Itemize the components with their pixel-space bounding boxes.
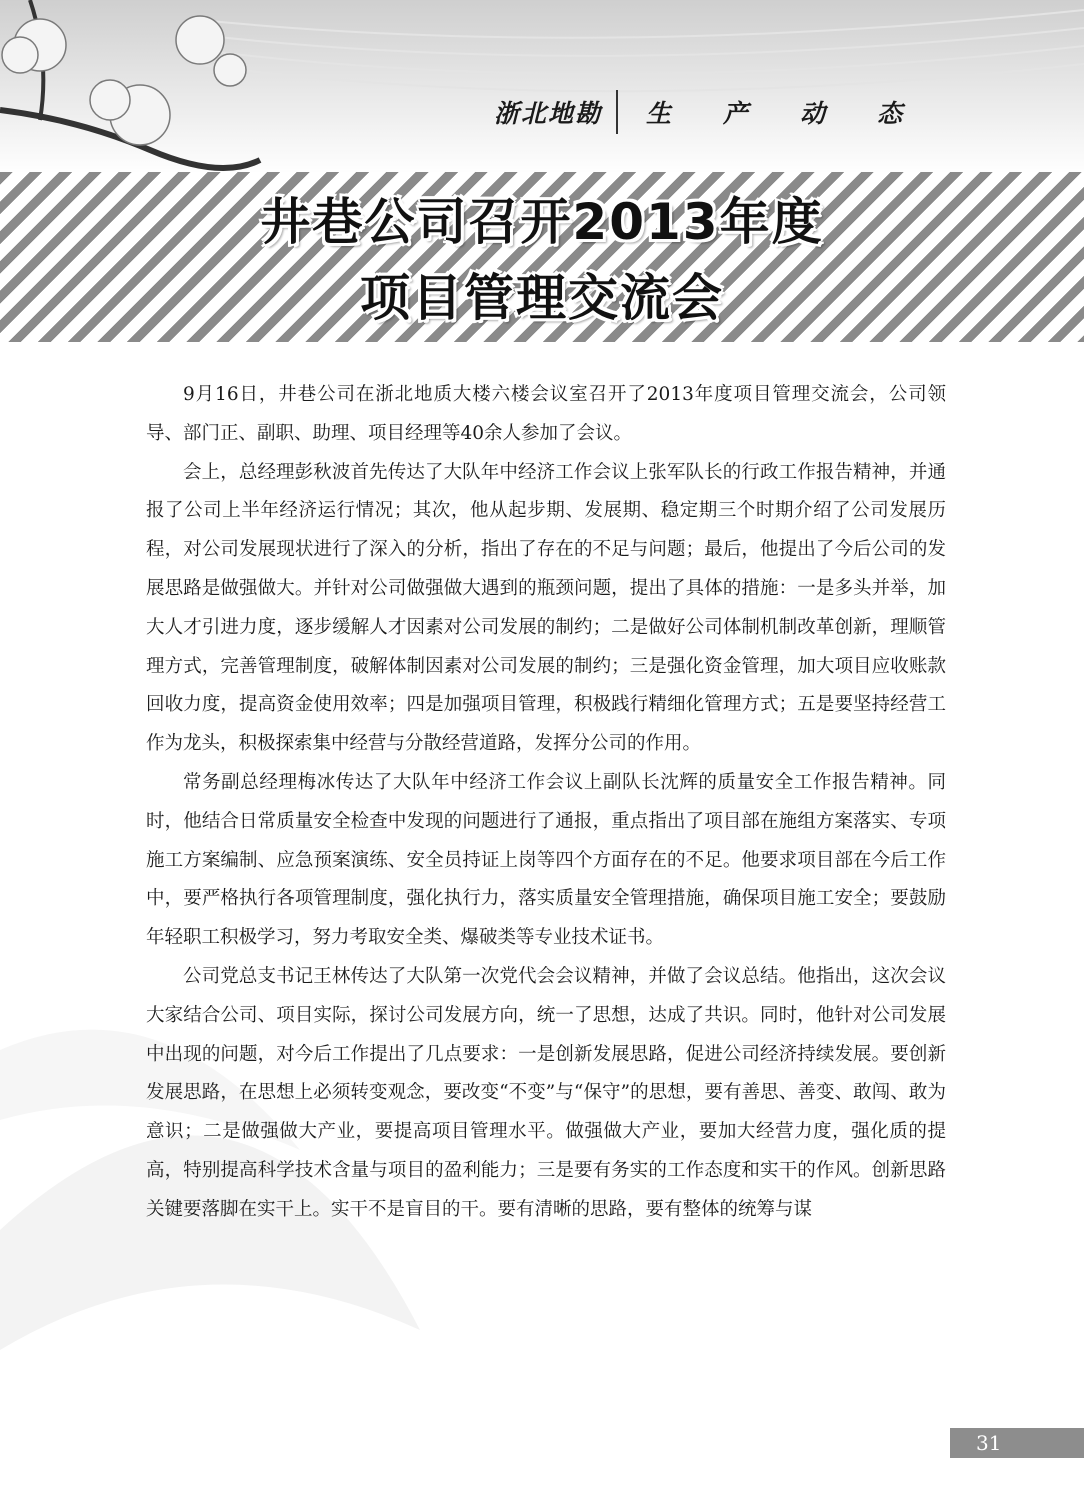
article-paragraph-2: 会上，总经理彭秋波首先传达了大队年中经济工作会议上张军队长的行政工作报告精神，并通报了公司上半年经济运行情况；其次，他从起步期、发展期、稳定期三个时期介绍了公司发展历程，对公司发展现状进行了深入的分析，指出了存在的不足与问题；最后，他提出了今后公司的发展思路是做强做大。并针对公司做强做大遇到的瓶颈问题，提出了具体的措施：一是多头并举，加大人才引进力度，逐步缓解人才因素对公司发展的制约；二是做好公司体制机制改革创新，理顺管理方式，完善管理制度，破解体制因素对公司发展的制约；三是强化资金管理，加大项目应收账款回收力度，提高资金使用效率；四是加强项目管理，积极践行精细化管理方式；五是要坚持经营工作为龙头，积极探索集中经营与分散经营道路，发挥分公司的作用。 xyxy=(146,461,946,755)
article-title-line-2: 项目管理交流会 xyxy=(360,269,724,327)
article-paragraph-3: 常务副总经理梅冰传达了大队年中经济工作会议上副队长沈辉的质量安全工作报告精神。同时，他结合日常质量安全检查中发现的问题进行了通报，重点指出了项目部在施组方案落实、专项施工方案编制、应急预案演练、安全员持证上岗等四个方面存在的不足。他要求项目部在今后工作中，要严格执行各项管理制度，强化执行力，落实质量安全管理措施，确保项目施工安全；要鼓励年轻职工积极学习，努力考取安全类、爆破类等专业技术证书。 xyxy=(146,771,946,949)
section-name: 生产动态 xyxy=(645,99,954,128)
page-number: 31 xyxy=(976,1431,1002,1455)
masthead xyxy=(494,88,954,136)
article-paragraph-4: 公司党总支书记王林传达了大队第一次党代会会议精神，并做了会议总结。他指出，这次会议大家结合公司、项目实际，探讨公司发展方向，统一了思想，达成了共识。同时，他针对公司发展中出现的问题，对今后工作提出了几点要求：一是创新发展思路，促进公司经济持续发展。要创新发展思路，在思想上必须转变观念，要改变“不变”与“保守”的思想，要有善思、善变、敢闯、敢为意识；二是做强做大产业，要提高项目管理水平。做强做大产业，要加大经营力度，强化质的提高，特别提高科学技术含量与项目的盈利能力；三是要有务实的工作态度和实干的作风。创新思路关键要落脚在实干上。实干不是盲目的干。要有清晰的思路，要有整体的统筹与谋 xyxy=(146,965,946,1220)
article-body xyxy=(146,376,946,1230)
magazine-name: 浙北地勘 xyxy=(493,99,602,128)
article-paragraph-1: 9月16日，井巷公司在浙北地质大楼六楼会议室召开了2013年度项目管理交流会，公司领导、部门正、副职、助理、项目经理等40余人参加了会议。 xyxy=(146,384,946,444)
article-title-line-1: 井巷公司召开2013年度 xyxy=(260,193,824,251)
page-number-box xyxy=(950,1428,1084,1458)
article-title xyxy=(0,184,1084,336)
